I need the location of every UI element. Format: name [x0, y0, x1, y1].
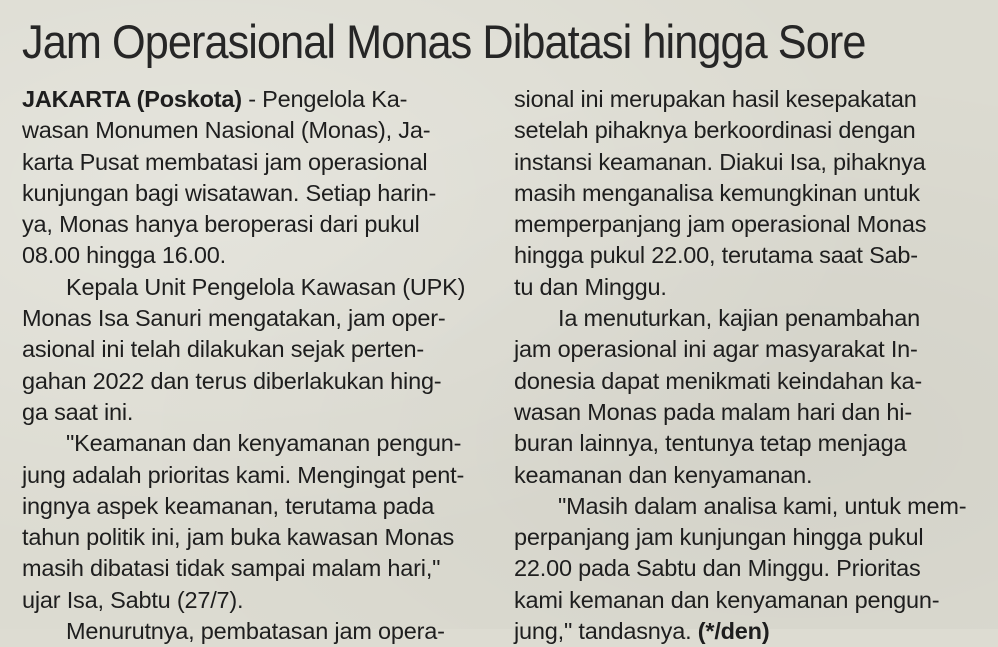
- article-line: [22, 240, 484, 271]
- article-line: [22, 272, 484, 303]
- article-line-text: "Keamanan dan kenyamanan pengun-: [66, 430, 462, 457]
- article-line-text: ga saat ini.: [22, 398, 134, 425]
- article-line-text: Kepala Unit Pengelola Kawasan (UPK): [66, 273, 466, 300]
- article-line-text: kami kemanan dan kenyamanan pengun-: [514, 586, 940, 613]
- article-line: [514, 209, 976, 240]
- article-line: [22, 115, 484, 146]
- article-line: [22, 397, 484, 428]
- article-line: [22, 334, 484, 365]
- article-line-text: tu dan Minggu.: [514, 273, 667, 300]
- article-column-left: [22, 84, 484, 647]
- article-line: [22, 303, 484, 334]
- article-line: [22, 428, 484, 459]
- article-line-text: jung adalah prioritas kami. Mengingat pent-: [22, 461, 465, 488]
- article-line: [514, 585, 976, 616]
- article-line-text: gahan 2022 dan terus diberlakukan hing-: [22, 367, 442, 394]
- article-line: [22, 366, 484, 397]
- article-line-text: setelah pihaknya berkoordinasi dengan: [514, 117, 916, 144]
- article-line: [514, 366, 976, 397]
- article-line-text: kunjungan bagi wisatawan. Setiap harin-: [22, 179, 437, 206]
- article-line: [514, 460, 976, 491]
- article-line-text: donesia dapat menikmati keindahan ka-: [514, 367, 923, 394]
- article-line-text: jung," tandasnya.: [514, 618, 698, 645]
- article-line: [22, 616, 484, 647]
- article-line-text: masih menganalisa kemungkinan untuk: [514, 179, 920, 206]
- article-line-text: hingga pukul 22.00, terutama saat Sab-: [514, 242, 918, 269]
- article-line: [514, 491, 976, 522]
- article-line: [514, 522, 976, 553]
- article-line-text: wasan Monas pada malam hari dan hi-: [514, 398, 912, 425]
- author-signoff: (*/den): [697, 618, 770, 645]
- article-line-text: perpanjang jam kunjungan hingga pukul: [514, 524, 924, 551]
- article-line-text: sional ini merupakan hasil kesepakatan: [514, 86, 917, 112]
- article-line: [22, 460, 484, 491]
- article-line-text: jam operasional ini agar masyarakat In-: [514, 336, 918, 363]
- article-column-right: [514, 84, 976, 647]
- article-line: [22, 522, 484, 553]
- article-line: [22, 585, 484, 616]
- article-line-text: Monas Isa Sanuri mengatakan, jam oper-: [22, 305, 446, 332]
- article-line: [514, 115, 976, 146]
- article-line: [514, 240, 976, 271]
- article-line-text: - Pengelola Ka-: [241, 86, 408, 112]
- article-line-text: instansi keamanan. Diakui Isa, pihaknya: [514, 148, 926, 175]
- article-line: [22, 209, 484, 240]
- article-line: [514, 334, 976, 365]
- article-line-text: 22.00 pada Sabtu dan Minggu. Prioritas: [514, 555, 921, 582]
- article-line-text: ya, Monas hanya beroperasi dari pukul: [22, 211, 420, 238]
- article-line-text: buran lainnya, tentunya tetap menjaga: [514, 430, 907, 457]
- dateline: JAKARTA (Poskota): [22, 86, 242, 112]
- article-line-text: 08.00 hingga 16.00.: [22, 242, 226, 269]
- article-line: [22, 147, 484, 178]
- article-line: [22, 84, 484, 115]
- article-line-text: masih dibatasi tidak sampai malam hari,": [22, 555, 441, 582]
- article-line: [514, 616, 976, 647]
- article-headline: Jam Operasional Monas Dibatasi hingga Sore: [22, 15, 866, 68]
- article-line-text: "Masih dalam analisa kami, untuk mem-: [558, 492, 967, 519]
- article-line-text: memperpanjang jam operasional Monas: [514, 211, 927, 238]
- article-line: [22, 553, 484, 584]
- article-line: [514, 397, 976, 428]
- article-line-text: ingnya aspek keamanan, terutama pada: [22, 492, 435, 519]
- article-line: [22, 178, 484, 209]
- article-line: [514, 178, 976, 209]
- article-line-text: Menurutnya, pembatasan jam opera-: [66, 618, 445, 645]
- article-line: [22, 491, 484, 522]
- article-line: [514, 428, 976, 459]
- article-line-text: tahun politik ini, jam buka kawasan Monas: [22, 524, 455, 551]
- article-line-text: keamanan dan kenyamanan.: [514, 461, 813, 488]
- article-line: [514, 147, 976, 178]
- article-line: [514, 553, 976, 584]
- article-line: [514, 272, 976, 303]
- article-line-text: wasan Monumen Nasional (Monas), Ja-: [22, 117, 431, 144]
- article-line-text: karta Pusat membatasi jam operasional: [22, 148, 428, 175]
- article-line-text: ujar Isa, Sabtu (27/7).: [22, 586, 244, 613]
- article-line-text: Ia menuturkan, kajian penambahan: [558, 305, 921, 332]
- article-line: [514, 84, 976, 115]
- article-line-text: asional ini telah dilakukan sejak perten-: [22, 336, 424, 363]
- article-line: [514, 303, 976, 334]
